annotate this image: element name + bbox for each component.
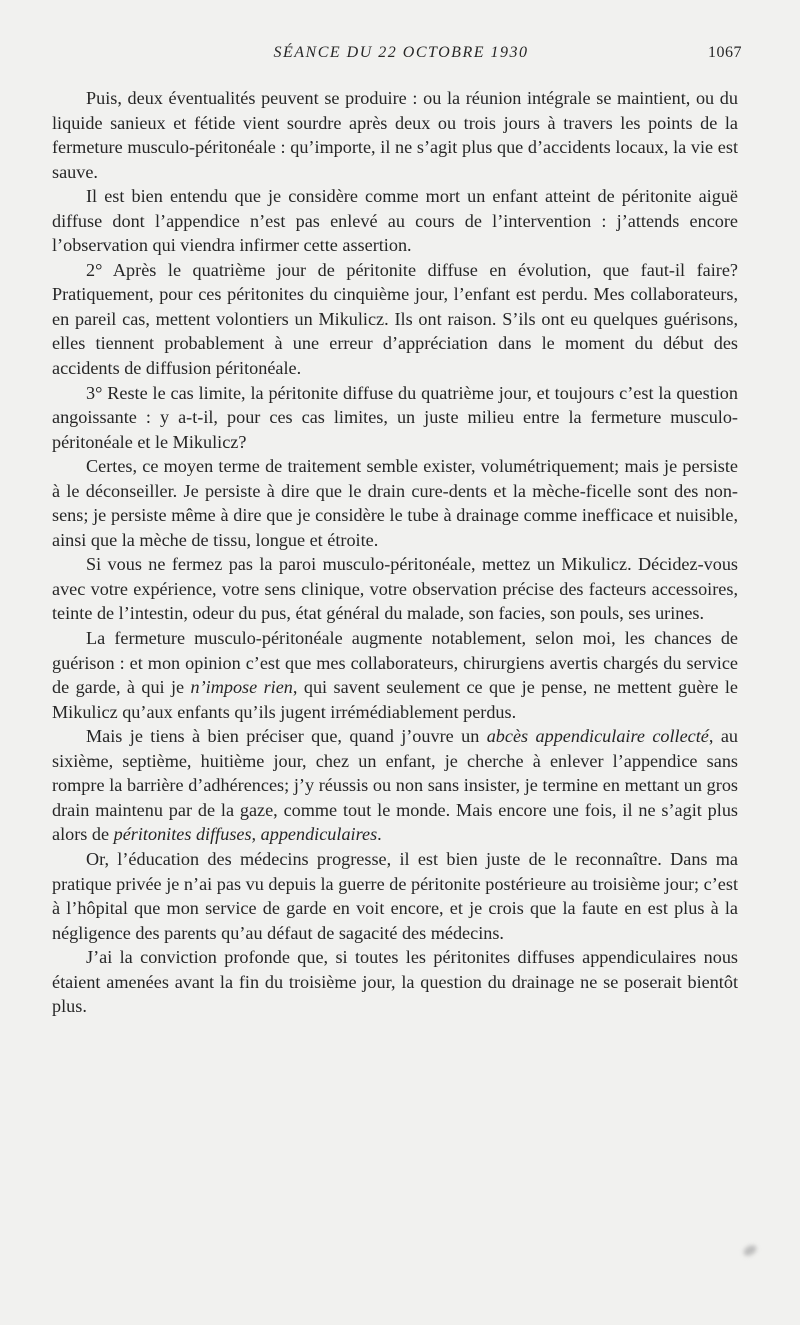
paragraph bbox=[52, 724, 738, 847]
paragraph bbox=[52, 847, 738, 945]
paragraph-text: , au sixième, septième, huitième jour, chez un enfant, je cherche à enlever l’appendice sans rompre la barrière d’adhérences; j’y réussis ou non sans insister, je termine en mettant un gros drain maintenu par de la gaze, comme tout le monde. Mais encore une fois, il ne s’agit plus alors de bbox=[52, 726, 738, 845]
paragraph-text: J’ai la conviction profonde que, si toutes les péritonites diffuses appendiculaires nous étaient amenées avant la fin du troisième jour, la question du drainage ne se poserait bientôt plus. bbox=[52, 947, 738, 1017]
running-title: SÉANCE DU 22 OCTOBRE 1930 bbox=[273, 44, 529, 61]
paragraph-text: La fermeture musculo-péritonéale augmente notablement, selon moi, les chances de guérison : et mon opinion c’est que mes collaborateurs, chirurgiens avertis chargés du service de garde, à qui je bbox=[52, 628, 738, 698]
body-text bbox=[52, 86, 738, 1019]
ink-smudge bbox=[742, 1243, 759, 1258]
italic-text: n’impose rien bbox=[190, 677, 293, 698]
paragraph-text: Si vous ne fermez pas la paroi musculo-péritonéale, mettez un Mikulicz. Décidez-vous avec votre expérience, votre sens clinique, votre observation précise des facteurs accessoires, teinte de l’intestin, odeur du pus, état général du malade, son facies, son pouls, ses urines. bbox=[52, 554, 738, 624]
page-header bbox=[60, 44, 742, 70]
paragraph-text: 3° Reste le cas limite, la péritonite diffuse du quatrième jour, et toujours c’est la question angoissante : y a-t-il, pour ces cas limites, un juste milieu entre la fermeture musculo-péritonéale et le Mikulicz? bbox=[52, 382, 738, 452]
paragraph-text: 2° Après le quatrième jour de péritonite diffuse en évolution, que faut-il faire? Pratiquement, pour ces péritonites du cinquième jour, l’enfant est perdu. Mes collaborateurs, en pareil cas, mettent volontiers un Mikulicz. Ils ont raison. S’ils ont eu quelques guérisons, elles tiennent probablement à une erreur d’appréciation dans le moment du début des accidents de diffusion péritonéale. bbox=[52, 259, 738, 379]
paragraph bbox=[52, 945, 738, 1019]
paragraph-text: Certes, ce moyen terme de traitement semble exister, volumétriquement; mais je persiste à le déconseiller. Je persiste à dire que le drain cure-dents et la mèche-ficelle sont des non-sens; je persiste même à dire que je considère le tube à drainage comme inefficace et nuisible, ainsi que la mèche de tissu, longue et étroite. bbox=[52, 456, 738, 550]
paragraph bbox=[52, 454, 738, 552]
paragraph-text: Puis, deux éventualités peuvent se produire : ou la réunion intégrale se maintient, ou du liquide sanieux et fétide vient sourdre après deux ou trois jours à travers les points de la fermeture musculo-péritonéale : qu’importe, il ne s’agit plus que d’accidents locaux, la vie est sauve. bbox=[52, 88, 738, 182]
paragraph bbox=[52, 381, 738, 455]
paragraph-text: . bbox=[377, 824, 382, 845]
paragraph bbox=[52, 184, 738, 258]
paragraph-text: Mais je tiens à bien préciser que, quand j’ouvre un bbox=[86, 726, 487, 747]
paragraph bbox=[52, 626, 738, 724]
italic-text: abcès appendiculaire collecté bbox=[486, 726, 709, 747]
paragraph-text: Il est bien entendu que je considère comme mort un enfant atteint de péritonite aiguë diffuse dont l’appendice n’est pas enlevé au cours de l’intervention : j’attends encore l’observation qui viendra infirmer cette assertion. bbox=[52, 186, 738, 256]
paragraph bbox=[52, 86, 738, 184]
paragraph-text: , qui savent seulement ce que je pense, ne mettent guère le Mikulicz qu’aux enfants qu’ils jugent irrémédiablement perdus. bbox=[52, 677, 738, 722]
paragraph bbox=[52, 258, 738, 381]
paragraph-text: Or, l’éducation des médecins progresse, il est bien juste de le reconnaître. Dans ma pratique privée je n’ai pas vu depuis la guerre de péritonite postérieure au troisième jour; c’est à l’hôpital que mon service de garde en voit encore, et je crois que la faute en est plus à la négligence des parents qu’au défaut de sagacité des médecins. bbox=[52, 848, 738, 943]
italic-text: péritonites diffuses, appendiculaires bbox=[113, 824, 378, 845]
page-number: 1067 bbox=[708, 44, 742, 61]
paragraph bbox=[52, 552, 738, 626]
